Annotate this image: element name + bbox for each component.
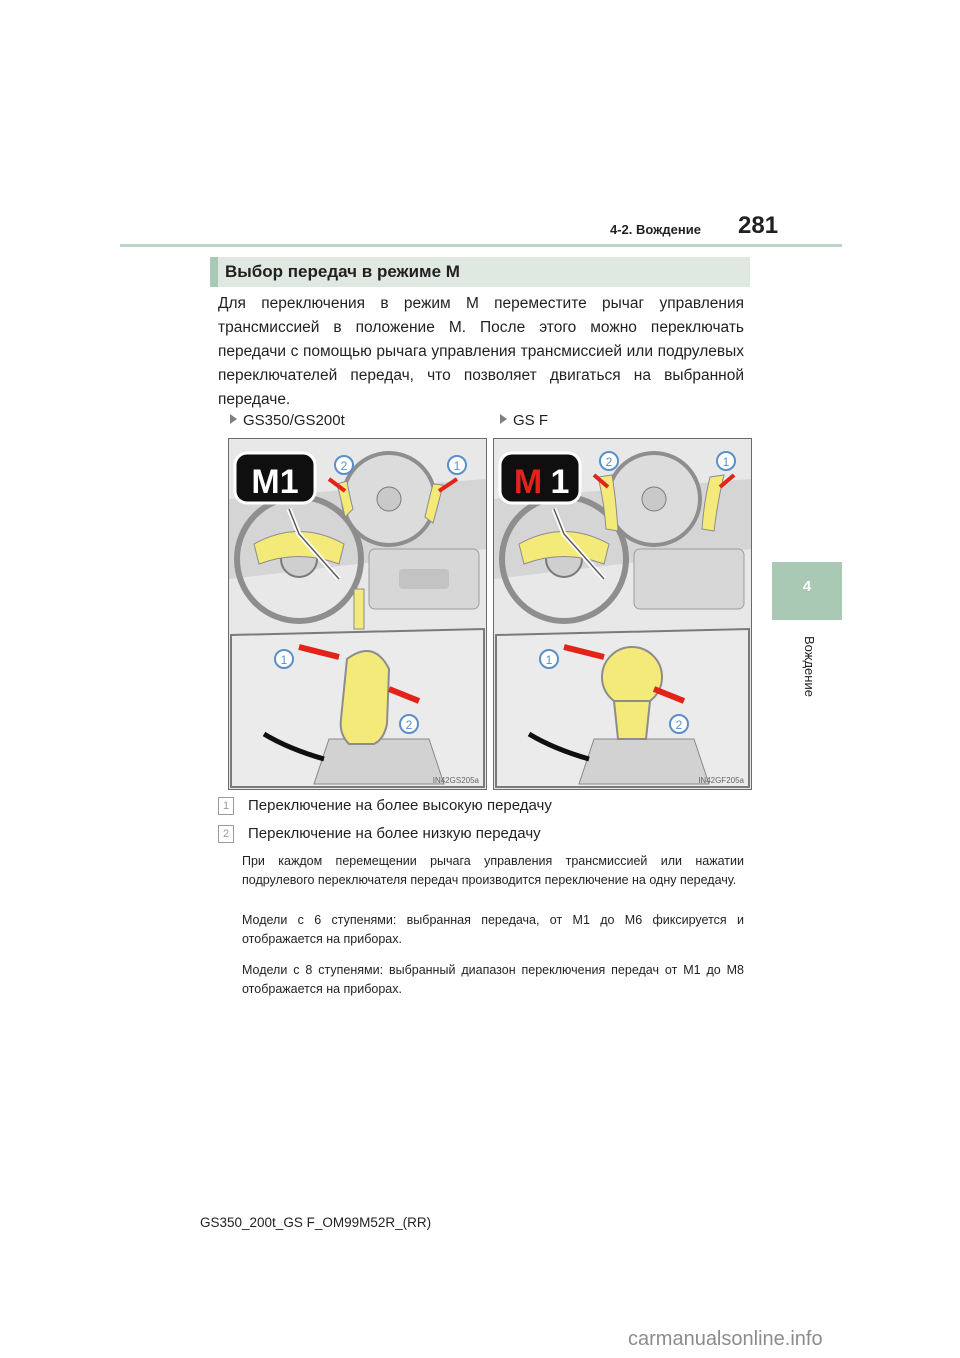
intro-paragraph: Для переключения в режим M переместите рычаг управления трансмиссией в положение M. После этого можно переключать передачи с помощью рычага управления трансмиссией или подрулевых переключателей передач, что позволяет двигаться на выбранной передаче.	[218, 295, 744, 408]
gear-display-num: 1	[550, 463, 570, 501]
cockpit-illustration	[229, 439, 486, 789]
section-header: 4-2. Вождение	[610, 222, 701, 237]
figure-caption-left: GS350/GS200t	[230, 412, 345, 429]
note-3: Модели с 8 ступенями: выбранный диапазон переключения передач от M1 до M8 отображается на приборах.	[242, 963, 744, 996]
figure-caption-right: GS F	[500, 412, 548, 429]
svg-text:2: 2	[605, 455, 613, 469]
item-downshift: 2 Переключение на более низкую передачу	[218, 825, 541, 843]
svg-text:2: 2	[405, 718, 413, 732]
chapter-title: Вождение	[802, 636, 817, 697]
chapter-number: 4	[802, 578, 812, 595]
callout-2: 2	[340, 459, 348, 473]
bullet-triangle-icon	[230, 414, 237, 424]
page-number: 281	[738, 212, 779, 239]
callout-1: 1	[453, 459, 461, 473]
number-box: 2	[218, 825, 234, 843]
section-title: Выбор передач в режиме M	[225, 262, 460, 281]
svg-text:2: 2	[675, 718, 683, 732]
chapter-title-container	[766, 636, 848, 708]
svg-text:1: 1	[545, 653, 553, 667]
header-rule	[120, 244, 842, 247]
note-2: Модели с 6 ступенями: выбранная передача, от M1 до M6 фиксируется и отображается на приборах.	[242, 913, 744, 946]
gear-display-m: M	[513, 463, 543, 501]
figure-gsf	[493, 438, 752, 790]
svg-text:IN42GF205a: IN42GF205a	[698, 776, 744, 785]
item-upshift: 1 Переключение на более высокую передачу	[218, 797, 552, 815]
cockpit-illustration	[494, 439, 751, 789]
svg-text:1: 1	[722, 455, 730, 469]
svg-text:1: 1	[280, 653, 288, 667]
figure-code: IN42GS205a	[432, 776, 479, 785]
document-id: GS350_200t_GS F_OM99M52R_(RR)	[200, 1215, 432, 1230]
bullet-triangle-icon	[500, 414, 507, 424]
gear-display-text: M1	[251, 463, 299, 501]
note-1: При каждом перемещении рычага управления трансмиссией или нажатии подрулевого переключателя передач производится переключение на одну передачу.	[242, 854, 744, 887]
number-box: 1	[218, 797, 234, 815]
figure-gs350	[228, 438, 487, 790]
watermark: carmanualsonline.info	[628, 1328, 823, 1350]
